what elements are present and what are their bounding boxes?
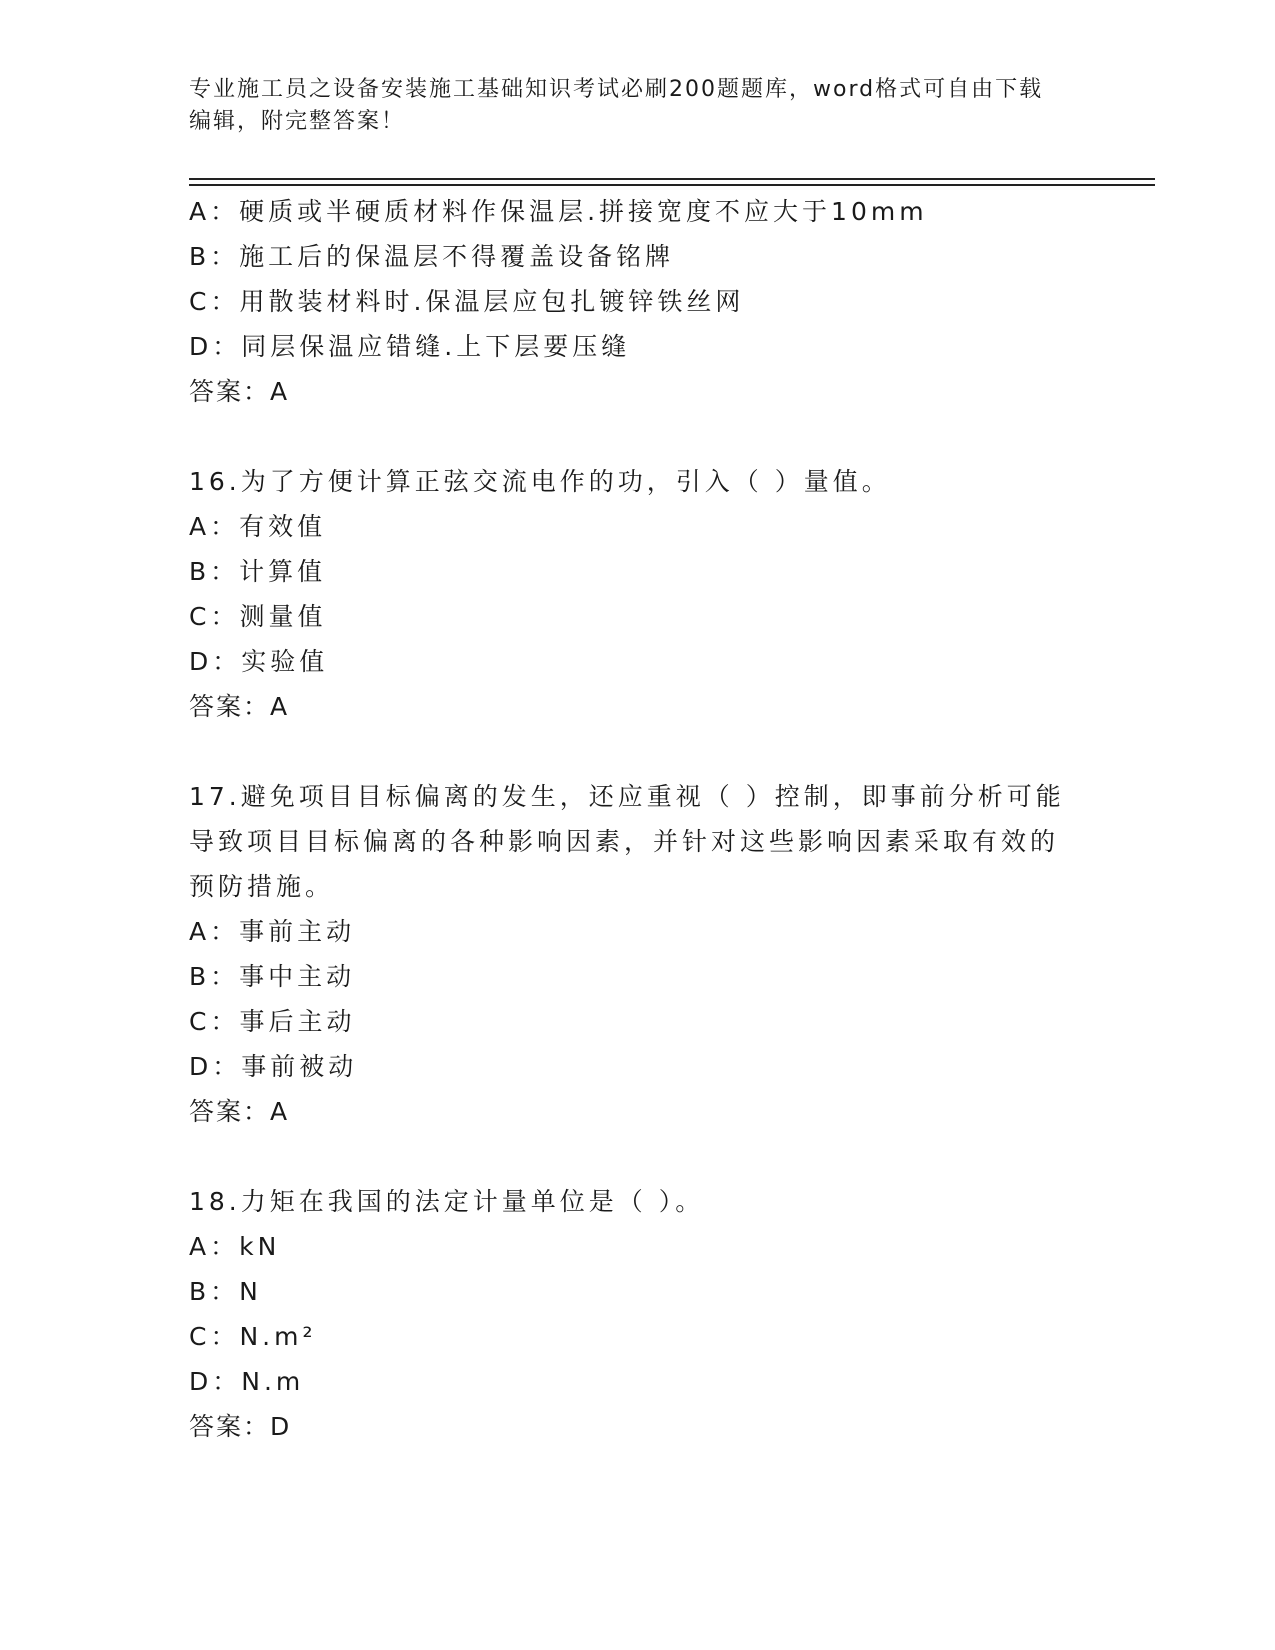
- q18-option-c: C：N.m²: [189, 1322, 317, 1351]
- q15-option-b: B：施工后的保温层不得覆盖设备铭牌: [189, 242, 675, 271]
- q16-option-c: C：测量值: [189, 602, 327, 631]
- q17-question-line-3: 预防措施。: [189, 872, 335, 901]
- q18-option-d: D：N.m: [189, 1367, 305, 1396]
- q16-option-a: A：有效值: [189, 512, 327, 541]
- q17-option-d: D：事前被动: [189, 1052, 358, 1081]
- header-divider-top: [189, 178, 1155, 180]
- q16-question: 16.为了方便计算正弦交流电作的功，引入（ ）量值。: [189, 467, 891, 496]
- q16-option-b: B：计算值: [189, 557, 327, 586]
- q17-question-line-1: 17.避免项目目标偏离的发生，还应重视（ ）控制，即事前分析可能: [189, 782, 1065, 811]
- q16-option-d: D：实验值: [189, 647, 329, 676]
- header-divider-bottom: [189, 184, 1155, 186]
- q17-option-c: C：事后主动: [189, 1007, 356, 1036]
- q15-option-a: A：硬质或半硬质材料作保温层.拼接宽度不应大于10mm: [189, 197, 928, 226]
- q16-answer: 答案：A: [189, 692, 290, 721]
- q18-option-b: B：N: [189, 1277, 262, 1306]
- q17-answer: 答案：A: [189, 1097, 290, 1126]
- q15-answer: 答案：A: [189, 377, 290, 406]
- q17-option-a: A：事前主动: [189, 917, 356, 946]
- q18-answer: 答案：D: [189, 1412, 292, 1441]
- q17-question-line-2: 导致项目目标偏离的各种影响因素，并针对这些影响因素采取有效的: [189, 827, 1060, 856]
- document-header: [189, 74, 1089, 138]
- header-title-line-2: 编辑，附完整答案！: [189, 109, 406, 134]
- q17-option-b: B：事中主动: [189, 962, 356, 991]
- q15-option-c: C：用散装材料时.保温层应包扎镀锌铁丝网: [189, 287, 745, 316]
- q18-option-a: A：kN: [189, 1232, 281, 1261]
- q15-option-d: D：同层保温应错缝.上下层要压缝: [189, 332, 631, 361]
- header-title-line-1: 专业施工员之设备安装施工基础知识考试必刷200题题库，word格式可自由下载: [189, 77, 1044, 102]
- q18-question: 18.力矩在我国的法定计量单位是（ ）。: [189, 1187, 705, 1216]
